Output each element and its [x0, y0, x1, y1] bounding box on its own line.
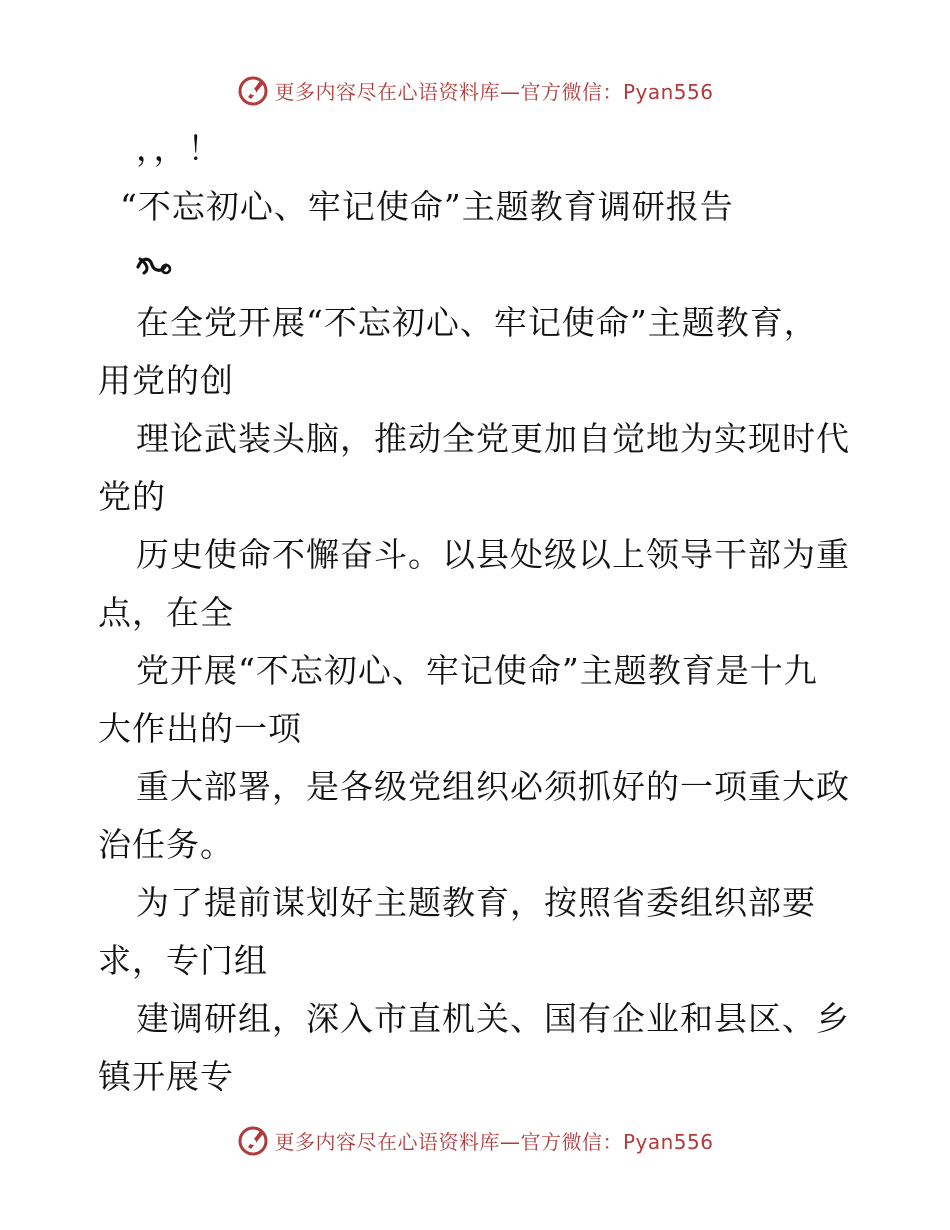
paragraph-line: 点，在全	[98, 593, 234, 632]
fleuron-icon	[136, 253, 172, 277]
paragraph-line: 理论武装头脑，推动全党更加自觉地为实现时代	[136, 419, 850, 458]
paragraph-line: 党开展“不忘初心、牢记使命”主题教育是十九	[136, 651, 818, 690]
paragraph-line: 镇开展专	[98, 1057, 234, 1096]
paragraph-line: 重大部署，是各级党组织必须抓好的一项重大政	[136, 767, 850, 806]
paragraph-line: 党的	[98, 477, 166, 516]
pen-nib-circle-icon	[236, 73, 270, 107]
pen-nib-circle-icon	[236, 1123, 270, 1157]
punctuation-line: ，，！	[136, 129, 222, 168]
document-body	[98, 120, 858, 1106]
paragraph-line: 求，专门组	[98, 941, 268, 980]
ornament	[98, 236, 858, 294]
paragraph-line: 大作出的一项	[98, 709, 302, 748]
document-title: “不忘初心、牢记使命”主题教育调研报告	[120, 187, 734, 226]
paragraph-line: 建调研组，深入市直机关、国有企业和县区、乡	[136, 999, 850, 1038]
paragraph-line: 历史使命不懈奋斗。以县处级以上领导干部为重	[136, 535, 850, 574]
paragraph-line: 为了提前谋划好主题教育，按照省委组织部要	[136, 883, 816, 922]
watermark-text: 更多内容尽在心语资料库—官方微信：Pyan556	[274, 79, 714, 104]
paragraph-line: 治任务。	[98, 825, 234, 864]
watermark-footer	[0, 1120, 950, 1160]
watermark-header	[0, 70, 950, 110]
paragraph-line: 在全党开展“不忘初心、牢记使命”主题教育，	[136, 303, 818, 342]
paragraph-line: 用党的创	[98, 361, 234, 400]
watermark-text: 更多内容尽在心语资料库—官方微信：Pyan556	[274, 1129, 714, 1154]
